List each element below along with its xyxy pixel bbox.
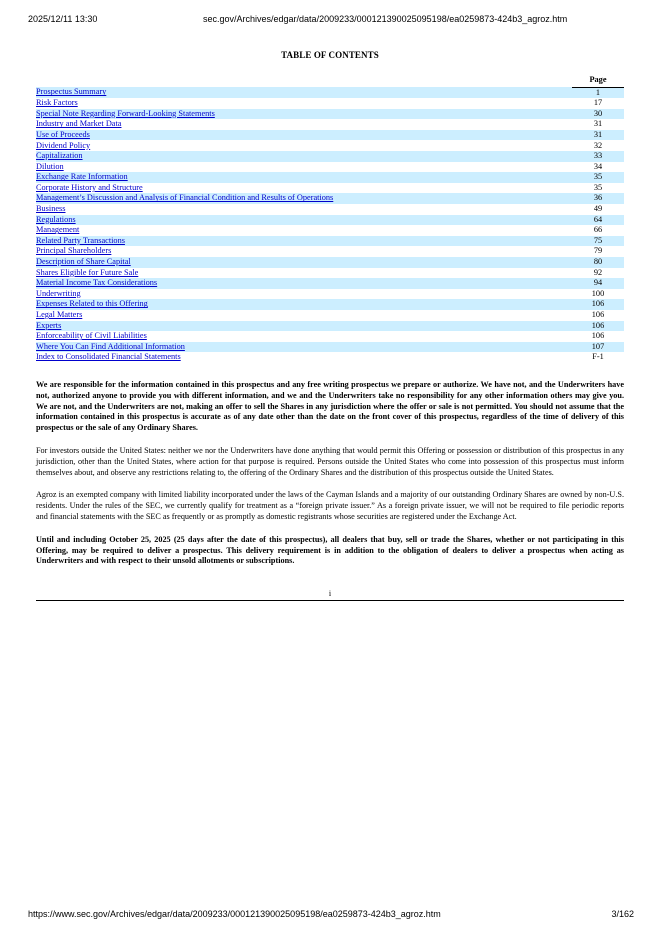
page-number: i xyxy=(36,589,624,601)
toc-page-number: 106 xyxy=(572,299,624,310)
print-page-count: 3/162 xyxy=(611,909,634,919)
responsibility-paragraph: We are responsible for the information contained in this prospectus and any free writing prospectus we prepare or authorize. We have not, and the Underwriters have not, authorized anyone to provide you with different information, and we and the Underwriters take no responsibility for any other information others may give you. We are not, and the Underwriters are not, making an offer to sell the Shares in any jurisdiction where the offer or sale is not permitted. You should not assume that the information contained in this prospectus is accurate as of any date other than the date on the front cover of this prospectus, regardless of the time of delivery of this prospectus or the sale of any Ordinary Shares. xyxy=(36,379,624,433)
print-footer xyxy=(28,909,634,923)
toc-page-number: F-1 xyxy=(592,352,604,362)
toc-page-number: 31 xyxy=(572,130,624,141)
toc-row xyxy=(36,130,624,141)
toc-row xyxy=(36,172,624,183)
toc-link[interactable]: Management xyxy=(36,225,80,235)
toc-page-number: 100 xyxy=(591,288,605,298)
toc-page-number: 106 xyxy=(572,321,624,332)
toc-page-number: 31 xyxy=(593,119,603,129)
toc-link[interactable]: Description of Share Capital xyxy=(36,257,131,267)
toc-row xyxy=(36,257,624,268)
toc-page-number: 80 xyxy=(572,257,624,268)
toc-link[interactable]: Risk Factors xyxy=(36,98,78,108)
toc-row xyxy=(36,321,624,332)
toc-row xyxy=(36,352,624,363)
toc-link[interactable]: Prospectus Summary xyxy=(36,87,107,97)
toc-link[interactable]: Related Party Transactions xyxy=(36,235,125,245)
toc-link[interactable]: Business xyxy=(36,204,66,214)
toc-page-number: 92 xyxy=(593,267,603,277)
toc-link[interactable]: Dilution xyxy=(36,161,64,171)
toc-link[interactable]: Corporate History and Structure xyxy=(36,182,143,192)
toc-page-number: 94 xyxy=(572,278,624,289)
dealer-delivery-paragraph: Until and including October 25, 2025 (25 days after the date of this prospectus), all dealers that buy, sell or trade the Shares, whether or not participating in this Offering, may be required to deliver a prospectus. This delivery requirement is in addition to the obligation of dealers to deliver a prospectus when acting as Underwriters and with respect to their unsold allotments or subscriptions. xyxy=(36,534,624,566)
toc-link[interactable]: Principal Shareholders xyxy=(36,246,112,256)
toc-page-number: 34 xyxy=(593,161,603,171)
toc-page-number: 79 xyxy=(593,246,603,256)
toc-link[interactable]: Dividend Policy xyxy=(36,140,91,150)
toc-row xyxy=(36,140,624,151)
toc-link[interactable]: Index to Consolidated Financial Statements xyxy=(36,352,181,362)
toc-page-number: 17 xyxy=(593,98,603,108)
toc-row xyxy=(36,183,624,194)
toc-row xyxy=(36,342,624,353)
toc-row xyxy=(36,162,624,173)
toc-link[interactable]: Capitalization xyxy=(36,151,83,161)
toc-row xyxy=(36,246,624,257)
toc-link[interactable]: Special Note Regarding Forward-Looking Statements xyxy=(36,108,215,118)
toc-page-number: 35 xyxy=(572,172,624,183)
print-datetime: 2025/12/11 13:30 xyxy=(28,14,98,24)
toc-row xyxy=(36,151,624,162)
toc-row xyxy=(36,225,624,236)
toc-row xyxy=(36,193,624,204)
toc-page-number: 64 xyxy=(572,215,624,226)
toc-row xyxy=(36,109,624,120)
toc-row xyxy=(36,289,624,300)
toc-page-number: 106 xyxy=(591,331,605,341)
toc-body xyxy=(36,87,624,363)
toc-row xyxy=(36,278,624,289)
document-page xyxy=(36,50,624,601)
print-header-url: sec.gov/Archives/edgar/data/2009233/000121390025095198/ea0259873-424b3_agroz.htm xyxy=(203,14,568,24)
toc-link[interactable]: Industry and Market Data xyxy=(36,119,122,129)
toc-link[interactable]: Use of Proceeds xyxy=(36,129,90,139)
toc-page-number: 106 xyxy=(591,310,605,320)
toc-page-number: 33 xyxy=(572,151,624,162)
toc-link[interactable]: Where You Can Find Additional Information xyxy=(36,341,185,351)
toc-row xyxy=(36,204,624,215)
toc-page-number: 107 xyxy=(572,342,624,353)
toc-page-number: 49 xyxy=(593,204,603,214)
foreign-investors-paragraph: For investors outside the United States: neither we nor the Underwriters have done anything that would permit this Offering or possession or distribution of this prospectus in any jurisdiction, other than the United States, where action for that purpose is required. Persons outside the United States who come into possession of this prospectus must inform themselves about, and observe any restrictions relating to, the offering of the Ordinary Shares and the distribution of this prospectus outside the United States. xyxy=(36,445,624,477)
toc-page-number: 30 xyxy=(572,109,624,120)
toc-link[interactable]: Exchange Rate Information xyxy=(36,172,128,182)
toc-row xyxy=(36,268,624,279)
toc-link[interactable]: Management’s Discussion and Analysis of Financial Condition and Results of Operations xyxy=(36,193,334,203)
toc-link[interactable]: Enforceability of Civil Liabilities xyxy=(36,331,147,341)
toc-page-number: 32 xyxy=(593,140,603,150)
toc-table xyxy=(36,75,624,363)
toc-link[interactable]: Shares Eligible for Future Sale xyxy=(36,267,139,277)
toc-page-number: 66 xyxy=(593,225,603,235)
toc-page-number: 1 xyxy=(572,87,624,98)
toc-row xyxy=(36,119,624,130)
toc-row xyxy=(36,215,624,226)
toc-row xyxy=(36,98,624,109)
print-header xyxy=(28,14,634,28)
toc-page-number: 75 xyxy=(572,236,624,247)
toc-link[interactable]: Regulations xyxy=(36,214,76,224)
toc-link[interactable]: Underwriting xyxy=(36,288,81,298)
foreign-private-issuer-paragraph: Agroz is an exempted company with limited liability incorporated under the laws of the Cayman Islands and a majority of our outstanding Ordinary Shares are owned by non-U.S. residents. Under the rules of the SEC, we currently qualify for treatment as a “foreign private issuer.” As a foreign private issuer, we will not be required to file periodic reports and financial statements with the SEC as frequently or as promptly as domestic registrants whose securities are registered under the Exchange Act. xyxy=(36,490,624,521)
toc-page-number: 35 xyxy=(593,182,603,192)
toc-link[interactable]: Expenses Related to this Offering xyxy=(36,299,148,309)
toc-title: TABLE OF CONTENTS xyxy=(281,50,379,60)
toc-page-number: 36 xyxy=(572,193,624,204)
toc-row xyxy=(36,236,624,247)
toc-link[interactable]: Legal Matters xyxy=(36,310,83,320)
toc-page-header: Page xyxy=(572,75,624,87)
toc-row xyxy=(36,331,624,342)
toc-row xyxy=(36,87,624,98)
toc-row xyxy=(36,299,624,310)
toc-row xyxy=(36,310,624,321)
toc-link[interactable]: Material Income Tax Considerations xyxy=(36,278,158,288)
print-footer-url: https://www.sec.gov/Archives/edgar/data/2009233/000121390025095198/ea0259873-424b3_agroz.htm xyxy=(28,909,441,919)
toc-link[interactable]: Experts xyxy=(36,320,62,330)
